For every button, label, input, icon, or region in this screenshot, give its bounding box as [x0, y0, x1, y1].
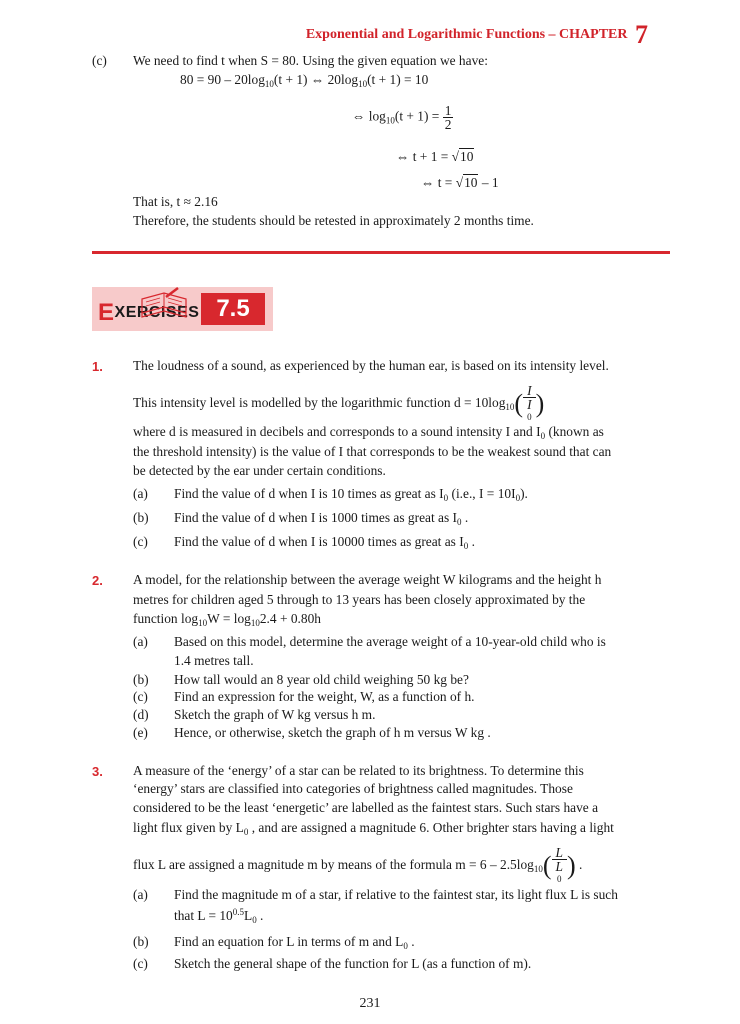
- q1-part-c-label: (c): [133, 534, 148, 549]
- q3-line5: flux L are assigned a magnitude m by means of the formula $m = 6 - 2.5\log_{10}$( L L 0 ) .: [133, 845, 583, 884]
- header-title: Exponential and Logarithmic Functions – CHAPTER: [305, 27, 628, 42]
- q1-part-a-label: (a): [133, 486, 148, 501]
- q1-part-b-label: (b): [133, 510, 149, 525]
- q1-line3: where d is measured in decibels and corresponds to a sound intensity I and $I_0$ (known as: [133, 424, 604, 441]
- q2-part-a-cont: 1.4 metres tall.: [174, 653, 254, 668]
- solution-intro: We need to find t when S = 80. Using the given equation we have:: [133, 53, 488, 68]
- question-number-3: 3.: [92, 764, 103, 779]
- q3-part-a-cont: that $L = 10^{0.5}L_0$ .: [174, 907, 264, 925]
- q2-line2: metres for children aged 5 through to 13 years has been closely approximated by the: [133, 592, 586, 607]
- q2-part-d: Sketch the graph of W kg versus h m.: [174, 707, 376, 722]
- q1-line1: The loudness of a sound, as experienced by the human ear, is based on its intensity level.: [133, 358, 609, 373]
- section-divider: [92, 251, 670, 254]
- q2-line1: A model, for the relationship between the average weight W kilograms and the height h: [133, 572, 602, 587]
- q3-part-a: Find the magnitude m of a star, if relative to the faintest star, its light flux L is such: [174, 887, 618, 902]
- solution-label: (c): [92, 53, 107, 68]
- q3-line3: considered to be the least ‘energetic’ are labelled as the faintest stars. Such stars have a: [133, 800, 599, 815]
- exercise-title: EXERCISES: [98, 299, 200, 326]
- solution-that-is: That is, t ≈ 2.16: [133, 194, 218, 209]
- page-number: 231: [359, 996, 381, 1011]
- q2-part-a-label: (a): [133, 634, 148, 649]
- solution-eq1: $80 = 90 - 20\log_{10}(t + 1)$ ⇔ $20\log_{10}(t + 1) = 10$: [180, 72, 429, 89]
- chapter-number: 7: [635, 20, 648, 49]
- exercise-number: 7.5: [201, 293, 265, 325]
- q3-line1: A measure of the ‘energy’ of a star can be related to its brightness. To determine this: [133, 763, 584, 778]
- q1-line2: This intensity level is modelled by the logarithmic function $d = 10\log_{10}$( I I 0 ): [133, 383, 545, 422]
- q1-part-a: Find the value of d when I is 10 times as great as $I_0$ (i.e., $I = 10I_0$).: [174, 486, 528, 503]
- q3-line2: ‘energy’ stars are classified into categories of brightness called magnitudes. Those: [133, 781, 573, 796]
- q2-line3: function $\log_{10}W = \log_{10}2.4 + 0.80h$: [133, 611, 321, 628]
- q3-part-c: Sketch the general shape of the function for L (as a function of m).: [174, 956, 532, 971]
- exercise-banner: [92, 287, 273, 331]
- question-number-2: 2.: [92, 573, 103, 588]
- solution-eq4: ⇔ t = √10 – 1: [421, 175, 499, 190]
- q1-line5: be detected by the ear under certain conditions.: [133, 463, 386, 478]
- q3-part-a-label: (a): [133, 887, 148, 902]
- q2-part-b: How tall would an 8 year old child weighing 50 kg be?: [174, 672, 469, 687]
- solution-therefore: Therefore, the students should be retested in approximately 2 months time.: [133, 213, 534, 228]
- q1-part-b: Find the value of d when I is 1000 times as great as $I_0$ .: [174, 510, 469, 527]
- running-header: [306, 20, 648, 50]
- q3-part-b-label: (b): [133, 934, 149, 949]
- q2-part-a: Based on this model, determine the average weight of a 10-year-old child who is: [174, 634, 606, 649]
- q2-part-d-label: (d): [133, 707, 149, 722]
- solution-eq3: ⇔ t + 1 = √10: [396, 149, 474, 164]
- q2-part-c: Find an expression for the weight, W, as a function of h.: [174, 689, 475, 704]
- q3-part-b: Find an equation for L in terms of m and $L_0$ .: [174, 934, 415, 951]
- q1-part-c: Find the value of d when I is 10000 times as great as $I_0$ .: [174, 534, 475, 551]
- q1-line4: the threshold intensity) is the value of I that corresponds to be the weakest sound that can: [133, 444, 612, 459]
- question-number-1: 1.: [92, 359, 103, 374]
- q2-part-b-label: (b): [133, 672, 149, 687]
- q2-part-e: Hence, or otherwise, sketch the graph of h m versus W kg .: [174, 725, 491, 740]
- solution-eq2: ⇔ $\log_{10}(t + 1)$ = $\frac{1}{2}$: [352, 103, 452, 132]
- q3-part-c-label: (c): [133, 956, 148, 971]
- book-pencil-icon: [138, 287, 190, 321]
- q2-part-e-label: (e): [133, 725, 148, 740]
- fraction-one-half: $\frac{1}{2}$: [444, 103, 452, 132]
- q2-part-c-label: (c): [133, 689, 148, 704]
- q3-line4: light flux given by $L_0$ , and are assigned a magnitude 6. Other brighter stars having a light: [133, 820, 614, 837]
